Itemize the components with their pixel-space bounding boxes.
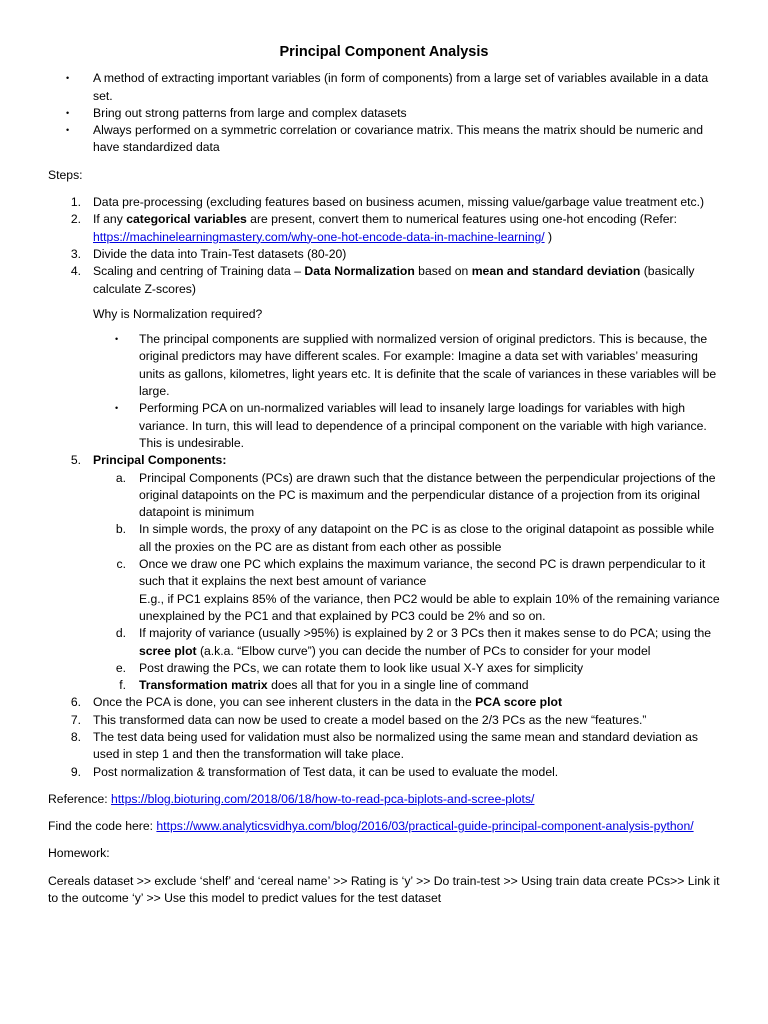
step-bold-text: Data Normalization: [304, 264, 415, 279]
why-bullet-text: The principal components are supplied with normalized version of original predictors. This is because, the original predictors may have different scales. For example: Imagine a data set with variables’ measuring units as gallons, kilometres, light years etc. It is definite that the scale of variances in these variables will be large.: [139, 332, 717, 399]
homework-heading: Homework:: [48, 846, 110, 861]
step-text: Divide the data into Train-Test datasets (80-20): [93, 246, 347, 261]
step-text: Data pre-processing (excluding features based on business acumen, missing value/garbage value treatment etc.): [93, 195, 705, 210]
step-text: Post normalization & transformation of Test data, it can be used to evaluate the model.: [93, 764, 559, 779]
code-label: Find the code here:: [48, 819, 157, 834]
sub-item: [48, 521, 720, 556]
step-item: [48, 452, 720, 469]
sub-item-text: Once we draw one PC which explains the maximum variance, the second PC is drawn perpendicular to it such that it explains the next best amount of variance: [139, 557, 706, 589]
sub-item-letter: e.: [115, 660, 126, 675]
sub-item-letter: b.: [115, 522, 126, 537]
code-link[interactable]: https://www.analyticsvidhya.com/blog/2016/03/practical-guide-principal-component-analysis-python/: [156, 819, 694, 834]
step-item: [48, 712, 720, 729]
sub-item: [48, 470, 720, 522]
sub-item: [48, 660, 720, 677]
sub-item: [48, 677, 720, 694]
step-text: The test data being used for validation must also be normalized using the same mean and standard deviation as used in step 1 and then the transformation will take place.: [93, 729, 699, 762]
bullet-icon: •: [66, 107, 70, 118]
sub-item-example: E.g., if PC1 explains 85% of the variance, then PC2 would be able to explain 10% of the remaining variance unexplained by the PC1 and that explained by PC3 could be 2% and so on.: [139, 591, 720, 623]
code-line: [48, 818, 720, 835]
step-number: 9.: [70, 764, 81, 779]
step-number: 2.: [70, 212, 81, 227]
step-text: ): [544, 229, 553, 244]
step-text: This transformed data can now be used to create a model based on the 2/3 PCs as the new “features.”: [93, 712, 647, 727]
steps-heading: Steps:: [48, 167, 83, 182]
sub-item-text: If majority of variance (usually >95%) is explained by 2 or 3 PCs then it makes sense to do PCA; using the: [139, 626, 712, 641]
sub-item-bold-text: scree plot: [139, 643, 197, 658]
why-normalization-question: Why is Normalization required?: [93, 306, 263, 321]
intro-bullet-text: A method of extracting important variables (in form of components) from a large set of variables available in a data set.: [93, 71, 709, 103]
step-number: 3.: [70, 246, 81, 261]
why-bullet: [48, 331, 720, 400]
bullet-icon: •: [66, 125, 70, 136]
step-number: 6.: [70, 695, 81, 710]
sub-item-text: (a.k.a. “Elbow curve”) you can decide the number of PCs to consider for your model: [196, 643, 651, 658]
sub-item-text: Principal Components (PCs) are drawn such that the distance between the perpendicular projections of the original datapoints on the PC is maximum and the perpendicular distance of a projection from its original datapoint is minimum: [139, 470, 716, 520]
sub-item: [48, 556, 720, 625]
step-item: [48, 211, 720, 246]
steps-list: [48, 194, 720, 781]
step-bold-text: categorical variables: [126, 212, 247, 227]
step-number: 4.: [70, 264, 81, 279]
step-number: 7.: [70, 712, 81, 727]
sub-item: [48, 625, 720, 660]
step-text: are present, convert them to numerical features using one-hot encoding (Refer:: [246, 212, 677, 227]
step-number: 5.: [70, 453, 81, 468]
sub-item-letter: c.: [116, 557, 126, 572]
why-bullet-text: Performing PCA on un-normalized variables will lead to insanely large loadings for variables with high variance. In turn, this will lead to dependence of a principal component on the variable with high variance. This is undesirable.: [139, 401, 707, 450]
step-text: based on: [414, 264, 472, 279]
step-text: If any: [93, 212, 127, 227]
step-item: [48, 694, 720, 711]
step-item: [48, 729, 720, 764]
intro-bullet-list: [48, 70, 720, 156]
intro-bullet: [48, 70, 720, 105]
intro-bullet: [48, 105, 720, 122]
one-hot-encoding-link[interactable]: https://machinelearningmastery.com/why-one-hot-encode-data-in-machine-learning/: [93, 229, 545, 244]
step-number: 1.: [70, 195, 81, 210]
intro-bullet: [48, 122, 720, 157]
sub-item-bold-text: Transformation matrix: [139, 678, 268, 693]
step-number: 8.: [70, 729, 81, 744]
intro-bullet-text: Bring out strong patterns from large and complex datasets: [93, 105, 407, 120]
sub-item-text: Post drawing the PCs, we can rotate them to look like usual X-Y axes for simplicity: [139, 660, 584, 675]
reference-label: Reference:: [48, 791, 112, 806]
step-text: Once the PCA is done, you can see inherent clusters in the data in the: [93, 695, 476, 710]
bullet-icon: •: [66, 73, 70, 84]
intro-bullet-text: Always performed on a symmetric correlation or covariance matrix. This means the matrix should be numeric and have standardized data: [93, 123, 704, 155]
sub-item-letter: a.: [115, 470, 126, 485]
sub-item-text: does all that for you in a single line of command: [267, 678, 529, 693]
step-heading: Principal Components:: [93, 453, 227, 468]
step-item: [48, 263, 720, 298]
step-item: [48, 194, 720, 211]
sub-item-letter: d.: [115, 626, 126, 641]
step-text: Scaling and centring of Training data –: [93, 264, 305, 279]
why-bullet: [48, 400, 720, 452]
step-text: (basically calculate Z-scores): [93, 264, 695, 296]
document-title: Principal Component Analysis: [279, 44, 489, 60]
step-item: [48, 764, 720, 781]
bullet-icon: •: [115, 334, 119, 345]
reference-line: [48, 791, 720, 808]
step-bold-text: PCA score plot: [475, 695, 563, 710]
sub-item-text: In simple words, the proxy of any datapoint on the PC is as close to the original datapoint as possible while all the proxies on the PC are as distant from each other as possible: [139, 522, 715, 554]
homework-text: Cereals dataset >> exclude ‘shelf’ and ‘cereal name’ >> Rating is ‘y’ >> Do train-test >> Using train data create PCs>> Link it to the outcome ‘y’ >> Use this model to predict values for the test dataset: [48, 873, 720, 906]
bullet-icon: •: [115, 403, 119, 414]
step-bold-text: mean and standard deviation: [471, 264, 641, 279]
reference-link[interactable]: https://blog.bioturing.com/2018/06/18/how-to-read-pca-biplots-and-scree-plots/: [111, 791, 535, 806]
step-item: [48, 246, 720, 263]
sub-item-letter: f.: [119, 678, 126, 693]
